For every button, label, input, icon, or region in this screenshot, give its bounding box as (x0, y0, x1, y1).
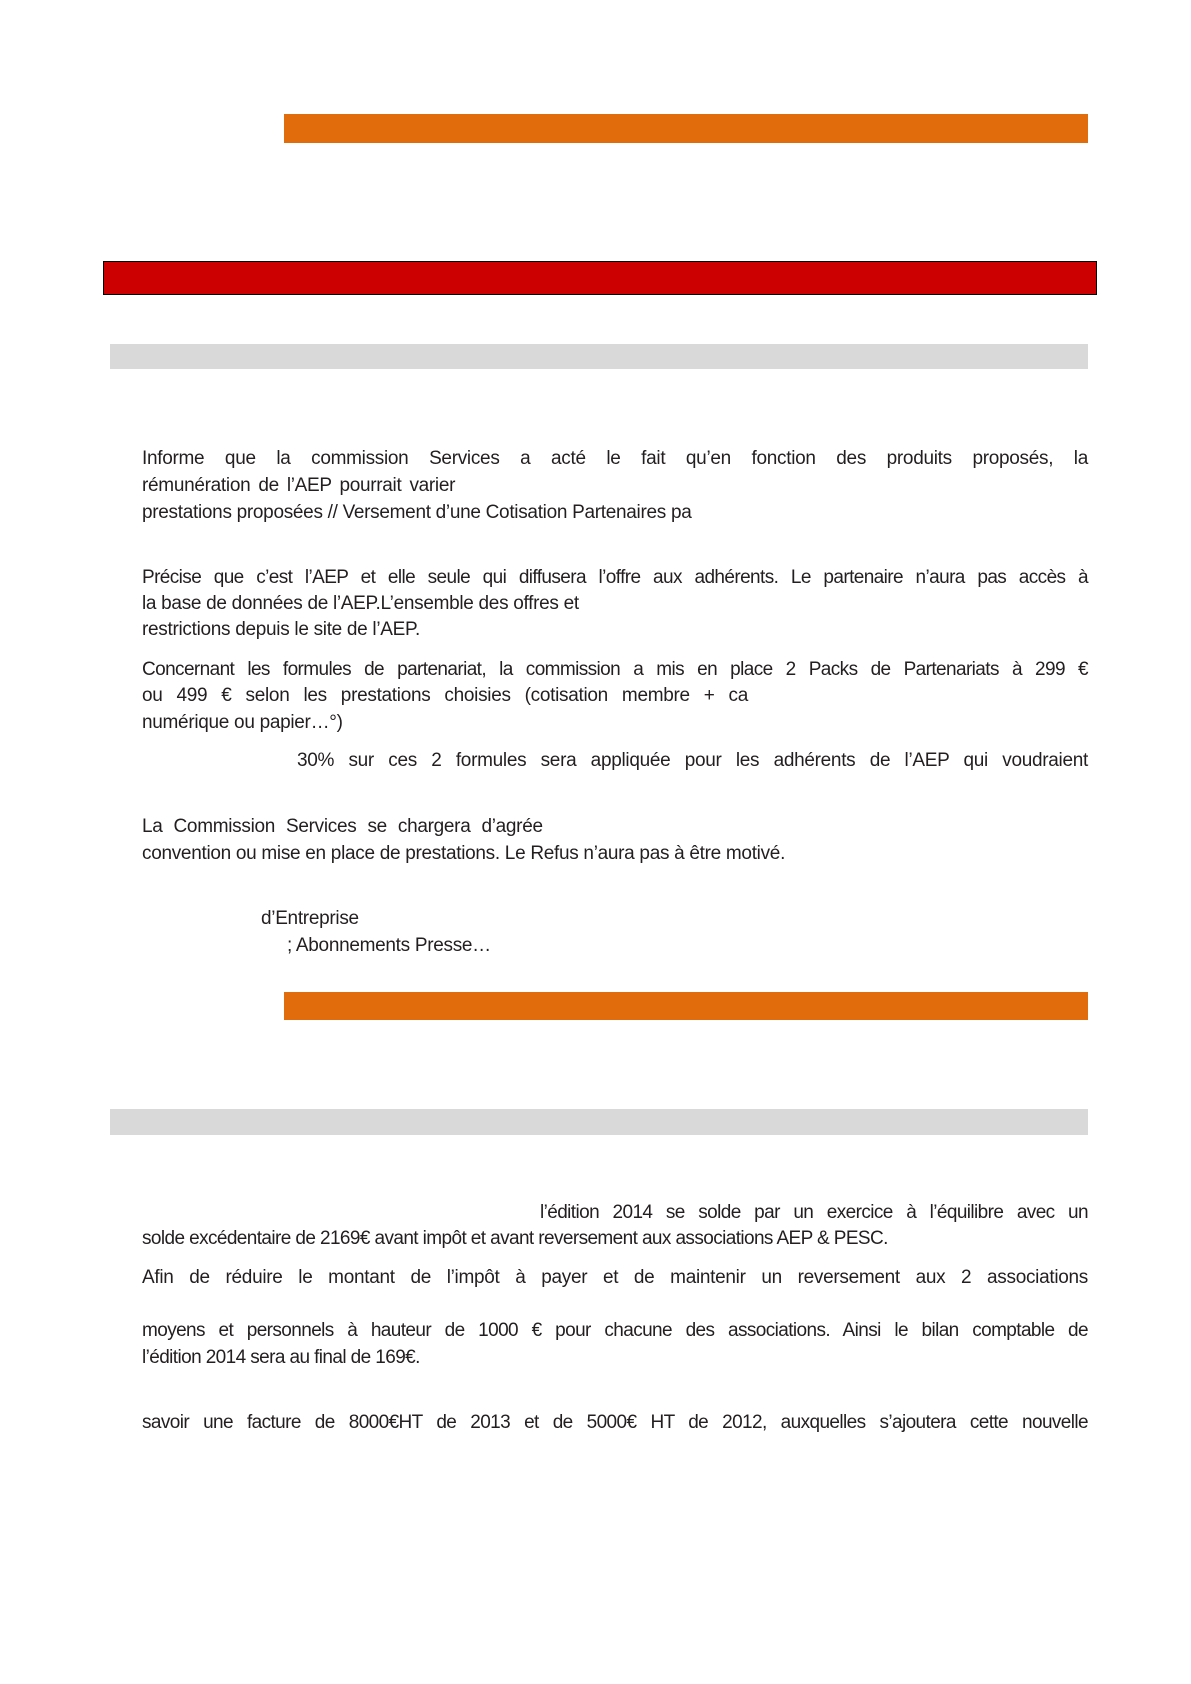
paragraph-line: restrictions depuis le site de l’AEP. (142, 619, 420, 640)
paragraph-line: l’édition 2014 se solde par un exercice à l’équilibre avec un (540, 1202, 1088, 1223)
paragraph-line: rémunération de l’AEP pourrait varier (142, 475, 456, 496)
paragraph-line: Afin de réduire le montant de l’impôt à payer et de maintenir un reversement aux 2 associations (142, 1267, 1088, 1288)
paragraph-line: savoir une facture de 8000€HT de 2013 et de 5000€ HT de 2012, auxquelles s’ajoutera cette nouvelle (142, 1412, 1088, 1433)
paragraph-line: ; Abonnements Presse… (287, 935, 491, 956)
paragraph-line: d’Entreprise (261, 908, 359, 929)
gray-subsection-bar (110, 344, 1088, 369)
gray-subsection-bar (110, 1109, 1088, 1135)
paragraph-line: la base de données de l’AEP.L’ensemble des offres et (142, 593, 579, 614)
paragraph-line: l’édition 2014 sera au final de 169€. (142, 1347, 420, 1368)
orange-header-bar (284, 992, 1088, 1020)
paragraph-line: Concernant les formules de partenariat, la commission a mis en place 2 Packs de Partenariats à 299 € (142, 659, 1088, 680)
paragraph-line: numérique ou papier…°) (142, 712, 343, 733)
paragraph-line: moyens et personnels à hauteur de 1000 € pour chacune des associations. Ainsi le bilan comptable de (142, 1320, 1088, 1341)
paragraph-line: La Commission Services se chargera d’agrée (142, 816, 543, 837)
paragraph-line: convention ou mise en place de prestations. Le Refus n’aura pas à être motivé. (142, 843, 786, 864)
paragraph-line: 30% sur ces 2 formules sera appliquée pour les adhérents de l’AEP qui voudraient (297, 750, 1088, 771)
paragraph-line: prestations proposées // Versement d’une Cotisation Partenaires pa (142, 502, 692, 523)
paragraph-line: solde excédentaire de 2169€ avant impôt et avant reversement aux associations AEP & PESC. (142, 1228, 888, 1249)
paragraph-line: ou 499 € selon les prestations choisies (cotisation membre + ca (142, 685, 749, 706)
paragraph-line: Informe que la commission Services a acté le fait qu’en fonction des produits proposés, la (142, 448, 1088, 469)
red-section-bar (103, 261, 1097, 295)
paragraph-line: Précise que c’est l’AEP et elle seule qui diffusera l’offre aux adhérents. Le partenaire n’aura pas accès à (142, 567, 1088, 588)
orange-header-bar (284, 114, 1088, 143)
